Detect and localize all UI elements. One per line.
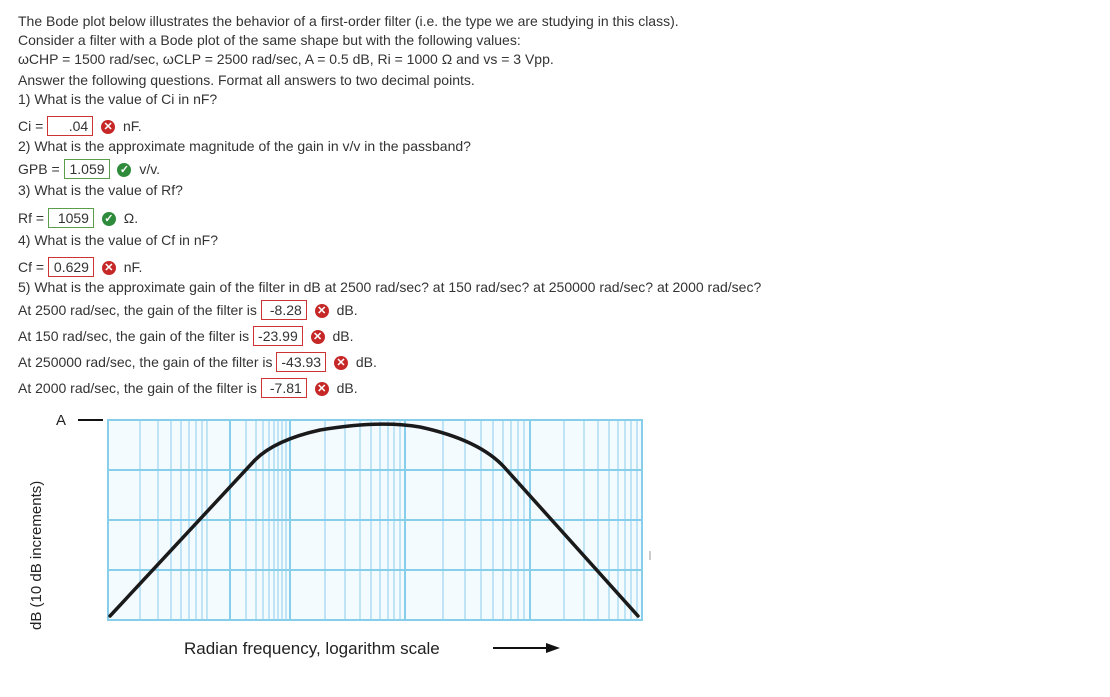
- q4-text: 4) What is the value of Cf in nF?: [18, 232, 218, 248]
- q1-answer-row: [18, 116, 142, 136]
- incorrect-icon: ✕: [334, 356, 348, 370]
- q5-row-4: [18, 378, 358, 398]
- q4-answer-row: [18, 257, 142, 277]
- y-axis-label: dB (10 dB increments): [28, 480, 45, 630]
- q4-prefix: Cf =: [18, 259, 45, 275]
- q1-text: 1) What is the value of Ci in nF?: [18, 91, 218, 107]
- q5-row-2-unit: dB.: [332, 328, 354, 344]
- x-axis-arrow: [493, 643, 560, 653]
- incorrect-icon: ✕: [102, 261, 116, 275]
- q5-row-3-prefix: At 250000 rad/sec, the gain of the filter is: [18, 354, 273, 370]
- intro-line-4: Answer the following questions. Format all answers to two decimal points.: [18, 72, 475, 88]
- q5-row-2-prefix: At 150 rad/sec, the gain of the filter is: [18, 328, 250, 344]
- x-axis-label: Radian frequency, logarithm scale: [184, 639, 440, 658]
- q5-row-3-unit: dB.: [355, 354, 377, 370]
- q3-text: 3) What is the value of Rf?: [18, 182, 183, 198]
- q5-row-4-prefix: At 2000 rad/sec, the gain of the filter is: [18, 380, 257, 396]
- incorrect-icon: ✕: [311, 330, 325, 344]
- q3-answer-row: [18, 208, 138, 228]
- q3-answer-field[interactable]: 1059: [48, 208, 94, 228]
- intro-line-3: ωCHP = 1500 rad/sec, ωCLP = 2500 rad/sec, A = 0.5 dB, Ri = 1000 Ω and vs = 3 Vpp.: [18, 51, 554, 67]
- q5-row-3-answer-field[interactable]: -43.93: [276, 352, 326, 372]
- plot-grid: [108, 420, 642, 620]
- q1-prefix: Ci =: [18, 118, 44, 134]
- incorrect-icon: ✕: [315, 304, 329, 318]
- q5-row-3: [18, 352, 377, 372]
- q2-answer-row: [18, 159, 160, 179]
- intro-line-2: Consider a filter with a Bode plot of the same shape but with the following values:: [18, 32, 521, 48]
- q5-row-1: [18, 300, 358, 320]
- q5-row-4-unit: dB.: [336, 380, 358, 396]
- incorrect-icon: ✕: [315, 382, 329, 396]
- q2-unit: v/v.: [139, 161, 161, 177]
- q4-answer-field[interactable]: 0.629: [48, 257, 94, 277]
- q2-text: 2) What is the approximate magnitude of the gain in v/v in the passband?: [18, 138, 471, 154]
- q5-text: 5) What is the approximate gain of the filter in dB at 2500 rad/sec? at 150 rad/sec? at 250000 rad/sec? at 2000 rad/sec?: [18, 279, 762, 295]
- intro-line-1: The Bode plot below illustrates the behavior of a first-order filter (i.e. the type we are studying in this class).: [18, 13, 679, 29]
- incorrect-icon: ✕: [101, 120, 115, 134]
- q1-answer-field[interactable]: .04: [47, 116, 93, 136]
- q3-prefix: Rf =: [18, 210, 45, 226]
- q5-row-1-unit: dB.: [336, 302, 358, 318]
- q5-row-4-answer-field[interactable]: -7.81: [261, 378, 307, 398]
- q4-unit: nF.: [123, 259, 143, 275]
- q5-row-1-answer-field[interactable]: -8.28: [261, 300, 307, 320]
- q5-row-2: [18, 326, 354, 346]
- correct-icon: ✓: [102, 212, 116, 226]
- q2-answer-field[interactable]: 1.059: [64, 159, 110, 179]
- q5-row-1-prefix: At 2500 rad/sec, the gain of the filter is: [18, 302, 257, 318]
- q1-unit: nF.: [122, 118, 142, 134]
- q5-row-2-answer-field[interactable]: -23.99: [253, 326, 303, 346]
- q2-prefix: GPB =: [18, 161, 60, 177]
- q3-unit: Ω.: [123, 210, 139, 226]
- correct-icon: ✓: [117, 163, 131, 177]
- a-label: A: [56, 412, 67, 429]
